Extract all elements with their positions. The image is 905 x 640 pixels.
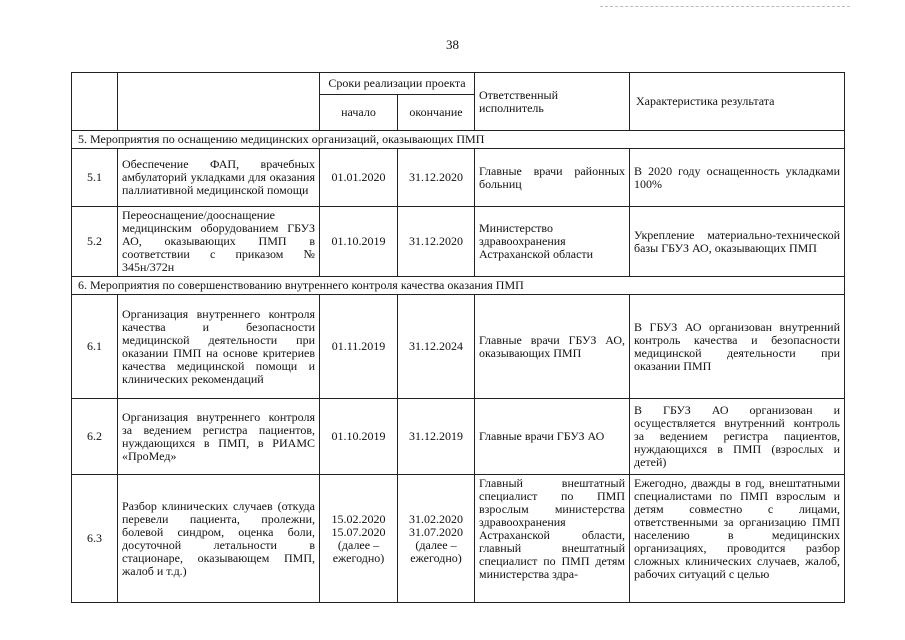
row-activity: Организация внутреннего контроля за ведением регистра пациентов, нуждающихся в ПМП, в РИАМС «ПроМед» — [118, 399, 320, 475]
row-start: 01.01.2020 — [320, 149, 398, 207]
header-executor: Ответственный исполнитель — [475, 73, 630, 131]
table-row — [72, 207, 845, 277]
header-result: Характеристика результата — [630, 73, 845, 131]
header-start: начало — [320, 95, 398, 131]
table-row — [72, 149, 845, 207]
section-title: 5. Мероприятия по оснащению медицинских организаций, оказывающих ПМП — [72, 131, 845, 149]
section-title: 6. Мероприятия по совершенствованию внутреннего контроля качества оказания ПМП — [72, 277, 845, 295]
row-result: Ежегодно, дважды в год, внештатными специалистами по ПМП взрослым и детям совместно с лицами, ответственными за организацию ПМП населению в медицинских организациях, проводится разбор сложных клинических случаев, жалоб, рабочих ситуаций с целью — [630, 475, 845, 603]
row-activity: Обеспечение ФАП, врачебных амбулаторий укладками для оказания паллиативной медицинской помощи — [118, 149, 320, 207]
row-result: Укрепление материально-технической базы ГБУЗ АО, оказывающих ПМП — [630, 207, 845, 277]
row-result: В ГБУЗ АО организован и осуществляется внутренний контроль за ведением регистра пациентов, нуждающихся в ПМП (взрослых и детей) — [630, 399, 845, 475]
row-end: 31.12.2020 — [398, 149, 475, 207]
header-activity — [118, 73, 320, 131]
scan-mark — [600, 6, 850, 7]
row-executor: Главный внештатный специалист по ПМП взрослым министерства здравоохранения Астраханской области, главный внештатный специалист по ПМП детям министерства здра- — [475, 475, 630, 603]
row-executor: Главные врачи ГБУЗ АО — [475, 399, 630, 475]
row-start: 01.11.2019 — [320, 295, 398, 399]
table-row — [72, 295, 845, 399]
row-executor: Главные врачи районных больниц — [475, 149, 630, 207]
table-row — [72, 475, 845, 603]
plan-table — [71, 72, 845, 603]
row-start: 01.10.2019 — [320, 207, 398, 277]
row-number: 5.2 — [72, 207, 118, 277]
page-number: 38 — [446, 37, 459, 52]
row-activity: Переоснащение/дооснащение медицинским оборудованием ГБУЗ АО, оказывающих ПМП в соответствии с приказом № 345н/372н — [118, 207, 320, 277]
row-number: 6.2 — [72, 399, 118, 475]
row-activity: Организация внутреннего контроля качества и безопасности медицинской деятельности при оказании ПМП на основе критериев качества медицинской помощи и клинических рекомендаций — [118, 295, 320, 399]
header-terms: Сроки реализации проекта — [320, 73, 475, 95]
row-end: 31.12.2019 — [398, 399, 475, 475]
row-activity: Разбор клинических случаев (откуда перевели пациента, пролежни, болевой синдром, оценка боли, досуточной летальности в стационаре, оказывающем ПМП, жалоб и т.д.) — [118, 475, 320, 603]
row-number: 6.3 — [72, 475, 118, 603]
row-end: 31.12.2020 — [398, 207, 475, 277]
row-result: В 2020 году оснащенность укладками 100% — [630, 149, 845, 207]
row-end: 31.02.2020 31.07.2020 (далее – ежегодно) — [398, 475, 475, 603]
row-number: 6.1 — [72, 295, 118, 399]
row-end: 31.12.2024 — [398, 295, 475, 399]
table-row — [72, 399, 845, 475]
row-result: В ГБУЗ АО организован внутренний контроль качества и безопасности медицинской деятельности при оказании ПМП — [630, 295, 845, 399]
row-start: 01.10.2019 — [320, 399, 398, 475]
header-end: окончание — [398, 95, 475, 131]
header-num — [72, 73, 118, 131]
row-executor: Министерство здравоохранения Астраханской области — [475, 207, 630, 277]
row-executor: Главные врачи ГБУЗ АО, оказывающих ПМП — [475, 295, 630, 399]
row-start: 15.02.2020 15.07.2020 (далее – ежегодно) — [320, 475, 398, 603]
row-number: 5.1 — [72, 149, 118, 207]
